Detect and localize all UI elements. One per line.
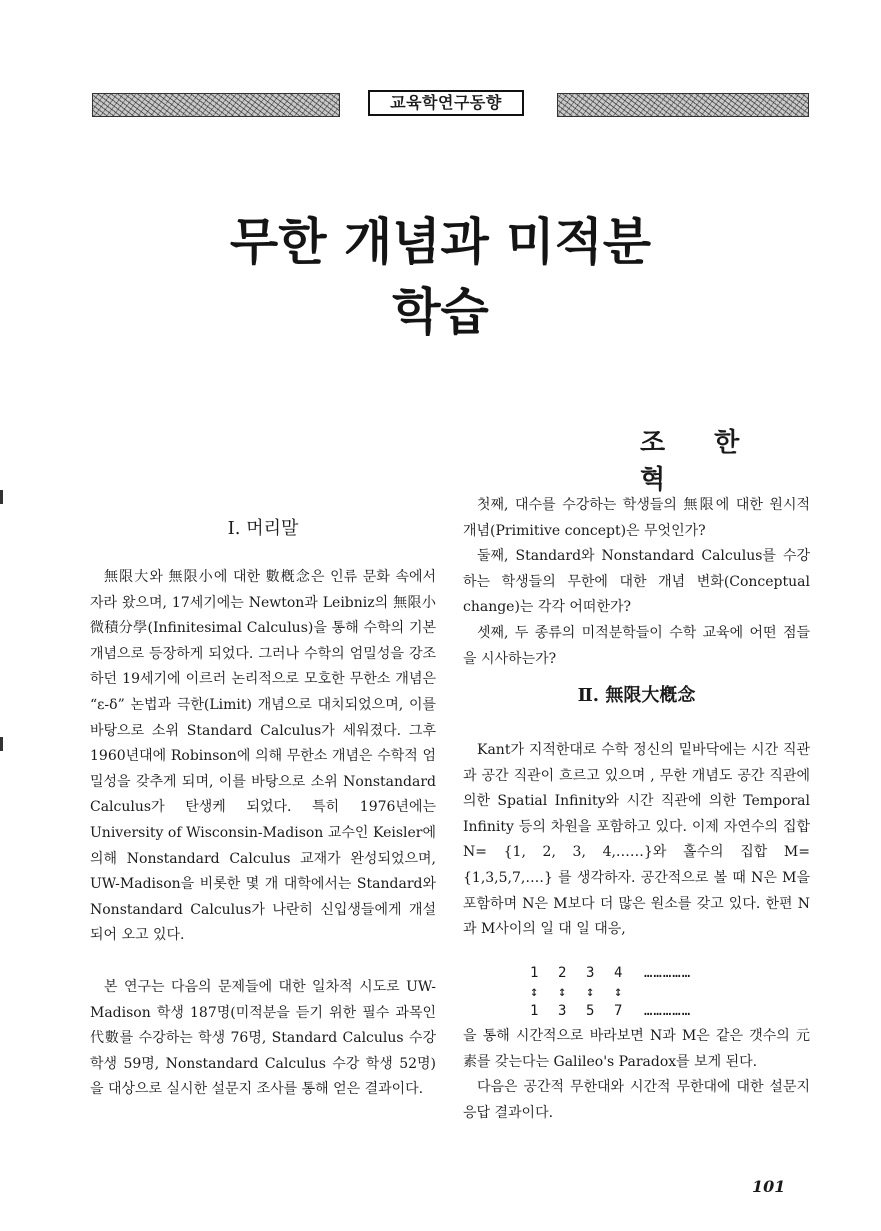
updown-arrow-icon: ↕ — [558, 984, 567, 1000]
mapping-row-arrows — [530, 983, 691, 1002]
right-column-end — [463, 1024, 810, 1126]
mapping-row-natural — [530, 964, 691, 983]
section-label: 교육학연구동향 — [368, 90, 524, 116]
left-column — [90, 565, 436, 1103]
updown-arrow-icon: ↕ — [530, 984, 539, 1000]
mapping-number: 7 — [614, 1003, 623, 1019]
mapping-number: 3 — [586, 965, 595, 981]
right-column-body — [463, 738, 810, 943]
study-paragraph: 본 연구는 다음의 문제들에 대한 일차적 시도로 UW-Madison 학생 187명(미적분을 듣기 위한 필수 과목인 代數를 수강하는 학생 76명, Standard Calculus 수강 학생 59명, Nonstandard Calculus 수강 학생 52명)을 대상으로 실시한 설문지 조사를 통해 얻은 결과이다. — [90, 978, 436, 1098]
article-title-line1: 무한 개념과 미적분 — [229, 212, 652, 271]
mapping-number: 3 — [558, 1003, 567, 1019]
header-pattern-right — [557, 93, 809, 117]
kant-paragraph: Kant가 지적한대로 수학 정신의 밑바닥에는 시간 직관과 공간 직관이 흐르고 있으며 , 무한 개념도 공간 직관에 의한 Spatial Infinity와 시간 직관에 의한 Temporal Infinity 등의 차원을 포함하고 있다. 이제 자연수의 집합 N= {1, 2, 3, 4,……}와 홀수의 집합 M={1,3,5,7,‥‥} 를 생각하자. 공간적으로 볼 때 N은 M을 포함하며 N은 M보다 더 많은 원소를 갖고 있다. 한편 N과 M사이의 일 대 일 대응, — [463, 742, 810, 938]
section-heading-infinity: Ⅱ. 無限大槪念 — [577, 685, 696, 706]
section-heading-intro: Ⅰ. 머리말 — [227, 518, 299, 539]
updown-arrow-icon: ↕ — [614, 984, 623, 1000]
one-to-one-mapping — [530, 964, 691, 1021]
mapping-row-odd — [530, 1002, 691, 1021]
mapping-ellipsis: …………… — [644, 1003, 692, 1019]
right-column — [463, 493, 810, 672]
question-3: 셋째, 두 종류의 미적분학들이 수학 교육에 어떤 점들을 시사하는가? — [463, 624, 810, 667]
survey-paragraph: 다음은 공간적 무한대와 시간적 무한대에 대한 설문지 응답 결과이다. — [463, 1079, 810, 1121]
author-name: 조 한 혁 — [640, 428, 760, 495]
mapping-number: 5 — [586, 1003, 595, 1019]
question-1: 첫째, 대수를 수강하는 학생들의 無限에 대한 원시적 개념(Primitive concept)은 무엇인가? — [463, 497, 810, 539]
mapping-number: 1 — [530, 965, 539, 981]
margin-mark — [0, 737, 3, 751]
mapping-number: 2 — [558, 965, 567, 981]
galileo-paragraph: 을 통해 시간적으로 바라보면 N과 M은 같은 갯수의 元素를 갖는다는 Galileo's Paradox를 보게 된다. — [463, 1028, 810, 1070]
intro-paragraph: 無限大와 無限小에 대한 數槪念은 인류 문화 속에서 자라 왔으며, 17세기에는 Newton과 Leibniz의 無限小 微積分學(Infinitesimal Calculus)을 통해 수학의 기본 개념으로 등장하게 되었다. 그러나 수학의 엄밀성을 강조하던 19세기에 이르러 논리적으로 모호한 무한소 개념은 “ε-δ” 논법과 극한(Limit) 개념으로 대치되었으며, 이를 바탕으로 소위 Standard Calculus가 세워졌다. 그후 1960년대에 Robinson에 의해 무한소 개념은 수학적 엄밀성을 갖추게 되며, 이를 바탕으로 소위 Nonstandard Calculus가 탄생케 되었다. 특히 1976년에는 University of Wisconsin-Madison 교수인 Keisler에 의해 Nonstandard Calculus 교재가 완성되었으며, UW-Madison을 비롯한 몇 개 대학에서는 Standard와 Nonstandard Calculus가 나란히 신입생들에게 개설되어 오고 있다. — [90, 569, 436, 944]
margin-mark — [0, 490, 3, 504]
header-pattern-left — [92, 93, 340, 117]
mapping-number: 1 — [530, 1003, 539, 1019]
mapping-number: 4 — [614, 965, 623, 981]
page-number: 101 — [752, 1177, 786, 1196]
article-title-line2: 학습 — [392, 282, 489, 341]
question-2: 둘째, Standard와 Nonstandard Calculus를 수강하는 학생들의 무한에 대한 개념 변화(Conceptual change)는 각각 어떠한가? — [463, 548, 810, 616]
mapping-ellipsis: …………… — [644, 965, 692, 981]
updown-arrow-icon: ↕ — [586, 984, 595, 1000]
